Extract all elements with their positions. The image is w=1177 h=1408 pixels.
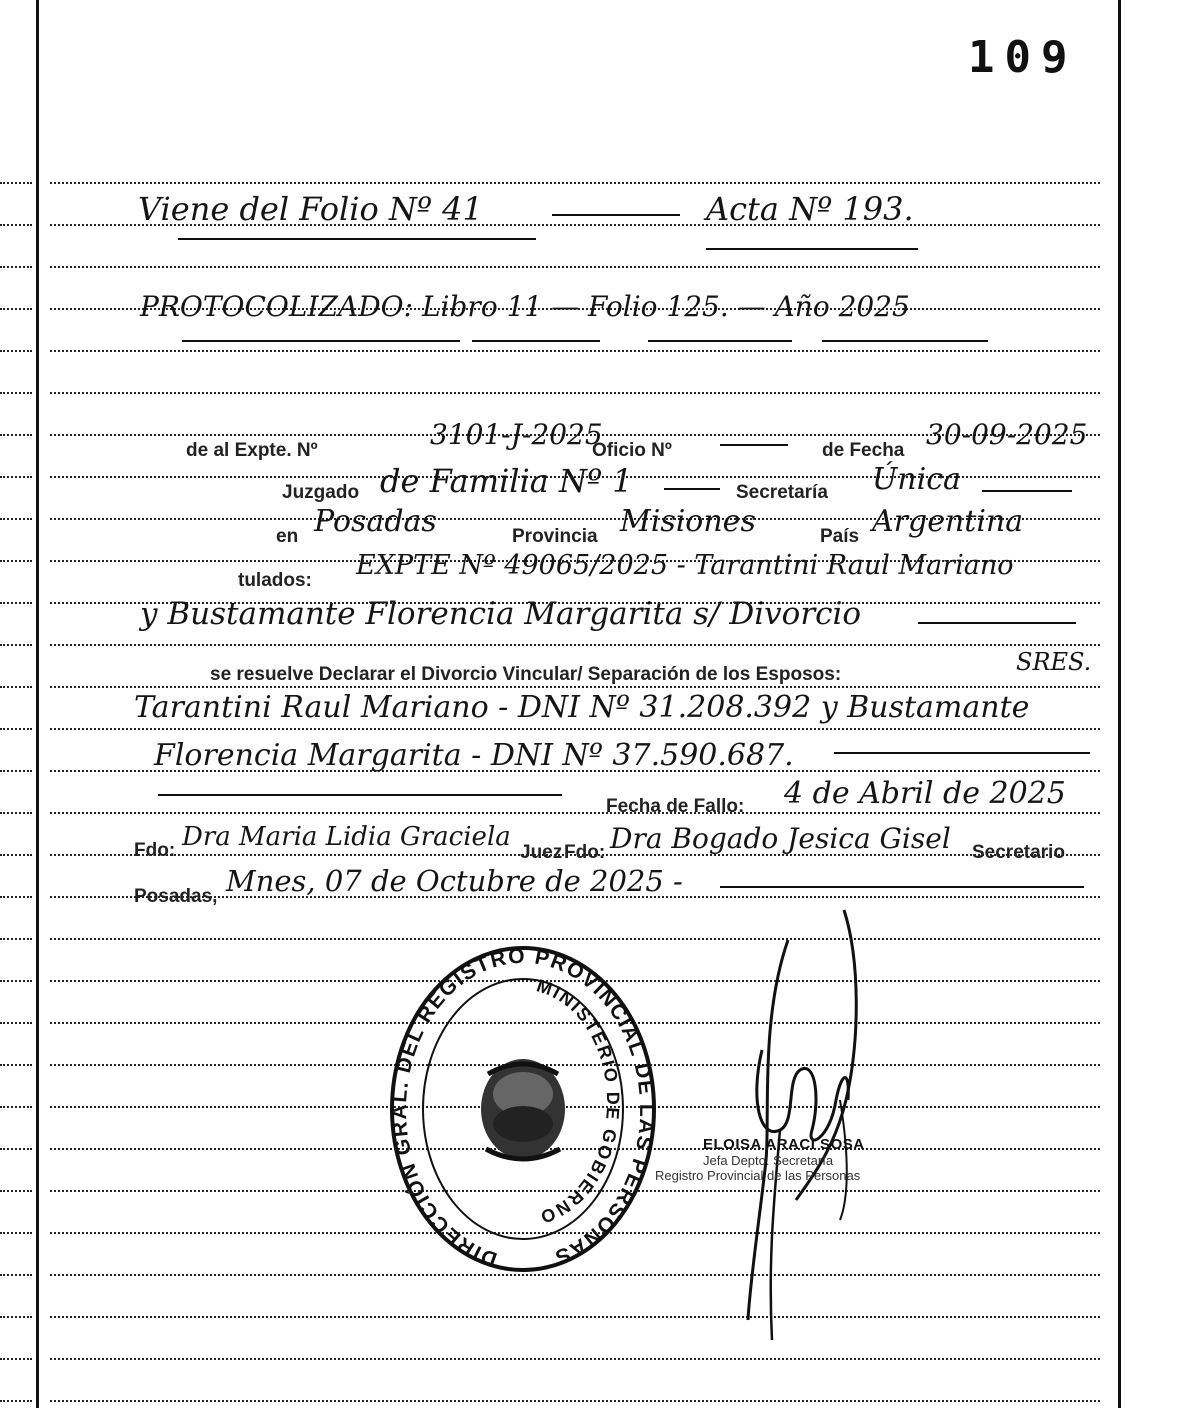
value-provincia: Misiones — [620, 504, 756, 539]
label-oficio: Oficio Nº — [592, 440, 672, 461]
header-viene-del-folio: Viene del Folio Nº 41 — [138, 190, 483, 228]
margin-dotted-line — [0, 476, 32, 478]
underline — [472, 340, 600, 342]
folio-number: 109 — [968, 32, 1078, 83]
value-resuelve-0: SRES. — [1016, 648, 1092, 676]
value-juez: Dra Maria Lidia Graciela — [182, 822, 511, 852]
margin-dotted-line — [0, 434, 32, 436]
margin-dotted-line — [0, 1190, 32, 1192]
signature-block — [655, 1136, 865, 1183]
margin-dotted-line — [0, 1106, 32, 1108]
value-caratulados-1: EXPTE Nº 49065/2025 - Tarantini Raul Mariano — [356, 550, 1014, 581]
dash-line — [664, 488, 720, 490]
value-secretaria: Única — [872, 462, 961, 497]
dash-line — [158, 794, 562, 796]
ruled-dotted-line — [50, 938, 1100, 940]
ruled-dotted-line — [50, 182, 1100, 184]
ruled-dotted-line — [50, 686, 1100, 688]
ruled-dotted-line — [50, 392, 1100, 394]
signer-name: ELOISA ARACI SOSA — [703, 1136, 865, 1153]
seal-outer-text: DIRECCIÓN GRAL. DEL REGISTRO PROVINCIAL DE LAS PERSONAS — [388, 944, 658, 1271]
margin-dotted-line — [0, 938, 32, 940]
margin-dotted-line — [0, 1022, 32, 1024]
label-pais: País — [820, 526, 860, 547]
label-caratulados: tulados: — [238, 570, 312, 591]
header-protocolizado: PROTOCOLIZADO: Libro 11 — Folio 125. — Año 2025 — [140, 290, 910, 323]
label-fdo-2: Fdo: — [564, 842, 606, 863]
margin-dotted-line — [0, 728, 32, 730]
margin-dotted-line — [0, 182, 32, 184]
margin-dotted-line — [0, 560, 32, 562]
dash-line — [982, 490, 1072, 492]
coat-of-arms-icon — [481, 1059, 565, 1159]
margin-dotted-line — [0, 896, 32, 898]
left-margin-lines — [0, 0, 34, 1408]
handwritten-signature — [700, 900, 880, 1360]
margin-dotted-line — [0, 1400, 32, 1402]
ruled-dotted-line — [50, 728, 1100, 730]
value-resuelve-2: Florencia Margarita - DNI Nº 37.590.687. — [154, 738, 794, 773]
margin-dotted-line — [0, 980, 32, 982]
label-lugar-fecha: Posadas, — [134, 886, 218, 907]
label-resuelve: se resuelve Declarar el Divorcio Vincular/ Separación de los Esposos: — [210, 664, 842, 685]
label-juzgado: Juzgado — [282, 482, 360, 503]
margin-dotted-line — [0, 770, 32, 772]
dash-line — [834, 752, 1090, 754]
margin-dotted-line — [0, 1358, 32, 1360]
value-lugar-fecha: Mnes, 07 de Octubre de 2025 - — [226, 864, 683, 898]
margin-dotted-line — [0, 854, 32, 856]
ruled-dotted-line — [50, 1316, 1100, 1318]
value-resuelve-1: Tarantini Raul Mariano - DNI Nº 31.208.392 y Bustamante — [134, 690, 1030, 725]
ruled-dotted-line — [50, 266, 1100, 268]
margin-dotted-line — [0, 392, 32, 394]
margin-dotted-line — [0, 812, 32, 814]
dash-line — [918, 622, 1076, 624]
signer-office: Registro Provincial de las Personas — [655, 1168, 861, 1183]
right-border — [1118, 0, 1121, 1408]
margin-dotted-line — [0, 350, 32, 352]
value-fecha: 30-09-2025 — [926, 418, 1088, 451]
seal-inner-text: MINISTERIO DE GOBIERNO — [534, 975, 624, 1228]
dash-line — [552, 214, 680, 216]
ruled-dotted-line — [50, 350, 1100, 352]
signer-title: Jefa Depto. Secretaría — [703, 1153, 834, 1168]
underline — [822, 340, 988, 342]
underline — [182, 340, 460, 342]
official-seal — [388, 944, 658, 1274]
value-fallo: 4 de Abril de 2025 — [784, 776, 1066, 811]
ruled-dotted-line — [50, 1400, 1100, 1402]
margin-dotted-line — [0, 1232, 32, 1234]
value-expte: 3101-J-2025 — [430, 418, 603, 451]
ruled-dotted-line — [50, 812, 1100, 814]
underline — [706, 248, 918, 250]
ruled-dotted-line — [50, 644, 1100, 646]
value-lugar: Posadas — [314, 504, 437, 539]
label-secretaria: Secretaría — [736, 482, 828, 503]
margin-dotted-line — [0, 1274, 32, 1276]
margin-dotted-line — [0, 644, 32, 646]
margin-dotted-line — [0, 1316, 32, 1318]
label-fdo: Fdo: — [134, 840, 176, 861]
label-secretario: Secretario — [972, 842, 1065, 863]
margin-dotted-line — [0, 518, 32, 520]
margin-dotted-line — [0, 602, 32, 604]
label-lugar: en — [276, 526, 299, 547]
underline — [178, 238, 536, 240]
label-expte: de al Expte. Nº — [186, 440, 318, 461]
value-secretario: Dra Bogado Jesica Gisel — [610, 822, 951, 855]
margin-dotted-line — [0, 686, 32, 688]
label-juez: Juez — [520, 842, 563, 863]
margin-dotted-line — [0, 1064, 32, 1066]
value-juzgado: de Familia Nº 1 — [380, 462, 633, 500]
ruled-dotted-line — [50, 1274, 1100, 1276]
margin-dotted-line — [0, 224, 32, 226]
label-fallo: Fecha de Fallo: — [606, 796, 745, 817]
margin-dotted-line — [0, 1148, 32, 1150]
label-provincia: Provincia — [512, 526, 598, 547]
ruled-dotted-line — [50, 1358, 1100, 1360]
label-fecha: de Fecha — [822, 440, 905, 461]
underline — [648, 340, 792, 342]
dash-line — [720, 886, 1084, 888]
value-pais: Argentina — [872, 504, 1024, 539]
header-acta: Acta Nº 193. — [706, 190, 914, 228]
margin-dotted-line — [0, 266, 32, 268]
left-border — [36, 0, 39, 1408]
value-caratulados-2: y Bustamante Florencia Margarita s/ Divorcio — [140, 596, 862, 632]
margin-dotted-line — [0, 308, 32, 310]
blank-dash — [720, 444, 788, 446]
